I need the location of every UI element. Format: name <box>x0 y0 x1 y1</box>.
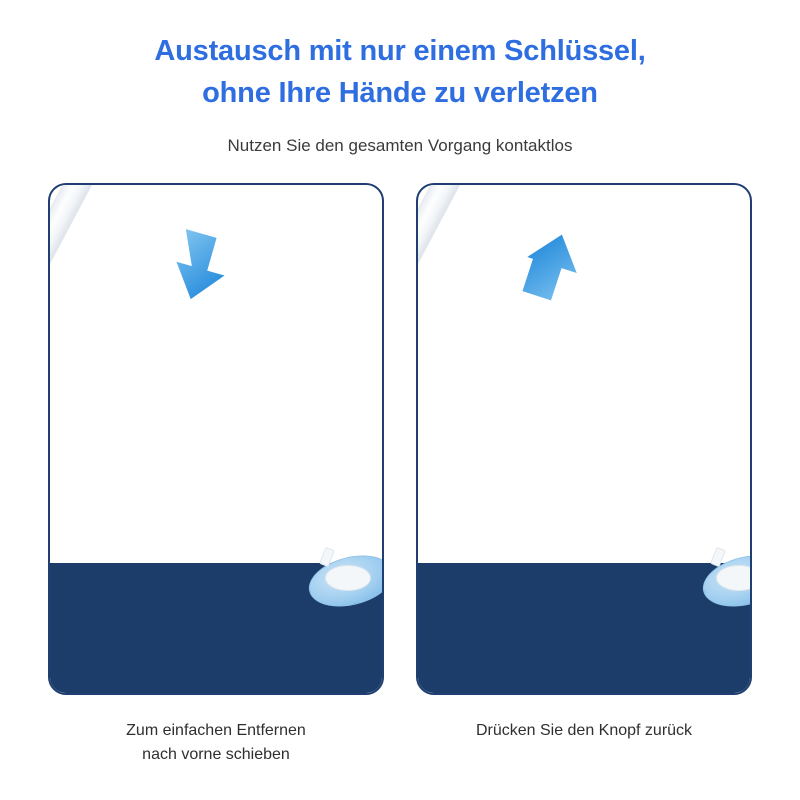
mop-handle-right <box>416 183 468 549</box>
panel-remove-pad <box>48 183 384 767</box>
caption-left-line-1: Zum einfachen Entfernen <box>126 722 306 740</box>
arrow-up-icon <box>522 227 594 310</box>
caption-left <box>48 719 384 767</box>
page-title <box>0 0 800 114</box>
mop-handle-left <box>48 183 100 549</box>
illustration-frame-right <box>416 183 752 695</box>
caption-right-line-1: Drücken Sie den Knopf zurück <box>475 722 693 740</box>
panel-reattach-pad <box>416 183 752 767</box>
caption-left-line-2: nach vorne schieben <box>142 746 290 764</box>
illustration-frame-left <box>48 183 384 695</box>
panel-group <box>0 183 800 767</box>
handle-rod-right <box>416 183 468 549</box>
arrow-down-icon <box>170 229 242 312</box>
subheadline: Nutzen Sie den gesamten Vorgang kontaktlos <box>227 136 573 156</box>
caption-right <box>416 719 752 743</box>
handle-rod-left <box>48 183 100 549</box>
mop-plate-left <box>325 565 371 591</box>
floor-strip-right <box>418 563 750 693</box>
headline-line-1: Austausch mit nur einem Schlüssel, <box>154 35 646 67</box>
headline-line-2: ohne Ihre Hände zu verletzen <box>202 77 598 110</box>
